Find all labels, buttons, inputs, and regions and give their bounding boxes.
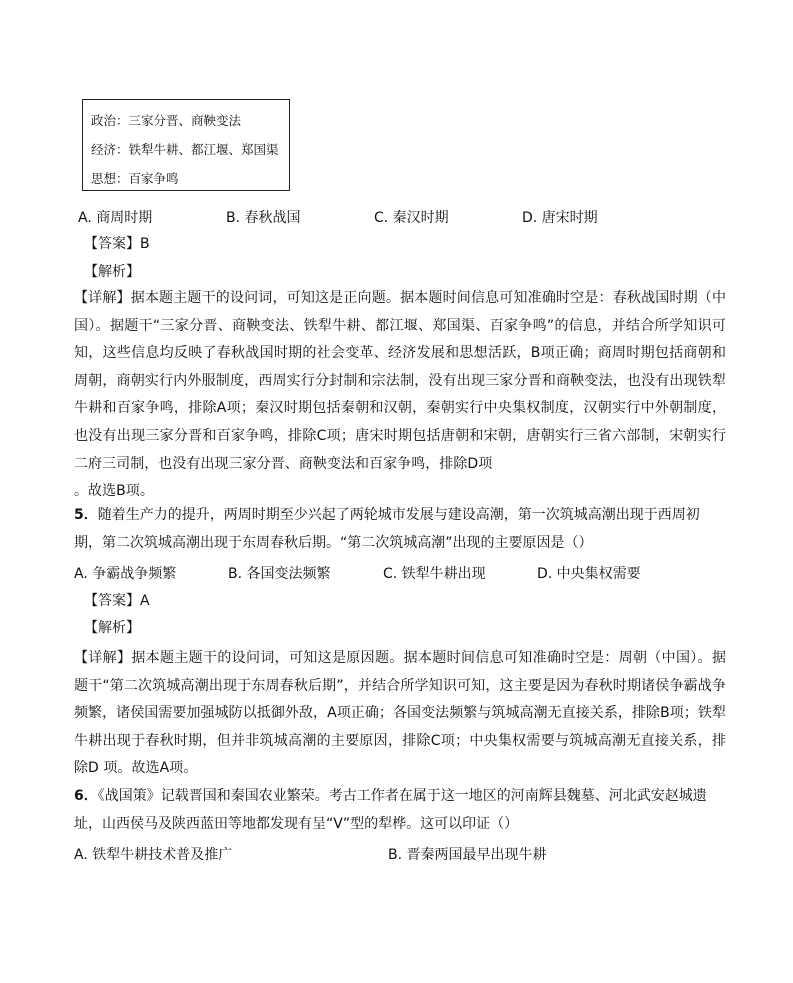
q4-option-a: A. 商周时期: [78, 210, 153, 226]
q6-stem: [74, 783, 714, 839]
q4-detail-end: 。故选B项。: [74, 483, 154, 500]
q6-number: 6．: [74, 788, 98, 804]
q6-stem-text: 《战国策》记载晋国和秦国农业繁荣。考古工作者在属于这一地区的河南辉县魏墓、河北武安赵城遗址，山西侯马及陕西蓝田等地都发现有呈“V”型的犁桦。这可以印证（）: [74, 788, 707, 832]
q5-option-b: B. 各国变法频繁: [228, 566, 331, 582]
q6-option-b: B. 晋秦两国最早出现牛耕: [388, 847, 547, 863]
material-box: [82, 99, 290, 191]
material-politics: 政治：三家分晋、商鞅变法: [91, 113, 242, 128]
q5-stem: [74, 502, 714, 558]
q5-option-a: A. 争霸战争频繁: [74, 566, 177, 582]
q5-stem-text: 随着生产力的提升，两周时期至少兴起了两轮城市发展与建设高潮，第一次筑城高潮出现于西周初期，第二次筑城高潮出现于东周春秋后期。“第二次筑城高潮”出现的主要原因是（）: [74, 507, 700, 551]
q4-answer: 【答案】B: [84, 236, 150, 252]
q5-answer: 【答案】A: [84, 593, 150, 609]
q5-option-c: C. 铁犁牛耕出现: [383, 566, 486, 582]
q4-detail: [74, 285, 726, 506]
q4-detail-text: 【详解】据本题主题干的设问词，可知这是正向题。据本题时间信息可知准确时空是：春秋战国时期（中国）。据题干“三家分晋、商鞅变法、铁犁牛耕、都江堰、郑国渠、百家争鸣”的信息，并结合所学知识可知，这些信息均反映了春秋战国时期的社会变革、经济发展和思想活跃，B项正确；商周时期包括商朝和周朝，商朝实行内外服制度，西周实行分封制和宗法制，没有出现三家分晋和商鞅变法，也没有出现铁犁牛耕和百家争鸣，排除A项；秦汉时期包括秦朝和汉朝，秦朝实行中央集权制度，汉朝实行中外朝制度，也没有出现三家分晋和百家争鸣，排除C项；唐宋时期包括唐朝和宋朝，唐朝实行三省六部制，宋朝实行二府三司制，也没有出现三家分晋、商鞅变法和百家争鸣，排除D项: [74, 290, 726, 472]
q5-option-d: D. 中央集权需要: [537, 566, 641, 582]
q4-option-b: B. 春秋战国: [226, 210, 301, 226]
q5-analysis-heading: 【解析】: [84, 620, 140, 636]
material-thought: 思想：百家争鸣: [91, 171, 179, 186]
q4-option-d: D. 唐宋时期: [522, 210, 598, 226]
q5-number: 5．: [74, 507, 98, 523]
q5-detail: 【详解】据本题主题干的设问词，可知这是原因题。据本题时间信息可知准确时空是：周朝（中国）。据题干“第二次筑城高潮出现于东周春秋后期”，并结合所学知识可知，这主要是因为春秋时期诸侯争霸战争频繁，诸侯国需要加强城防以抵御外敌，A项正确；各国变法频繁与筑城高潮无直接关系，排除B项；铁犁牛耕出现于春秋时期，但并非筑城高潮的主要原因，排除C项；中央集权需要与筑城高潮无直接关系，排除D 项。故选A项。: [74, 650, 726, 777]
material-economy: 经济：铁犁牛耕、都江堰、郑国渠: [91, 142, 279, 157]
q6-option-a: A. 铁犁牛耕技术普及推广: [74, 847, 233, 863]
q4-analysis-heading: 【解析】: [84, 264, 140, 280]
q4-option-c: C. 秦汉时期: [374, 210, 449, 226]
